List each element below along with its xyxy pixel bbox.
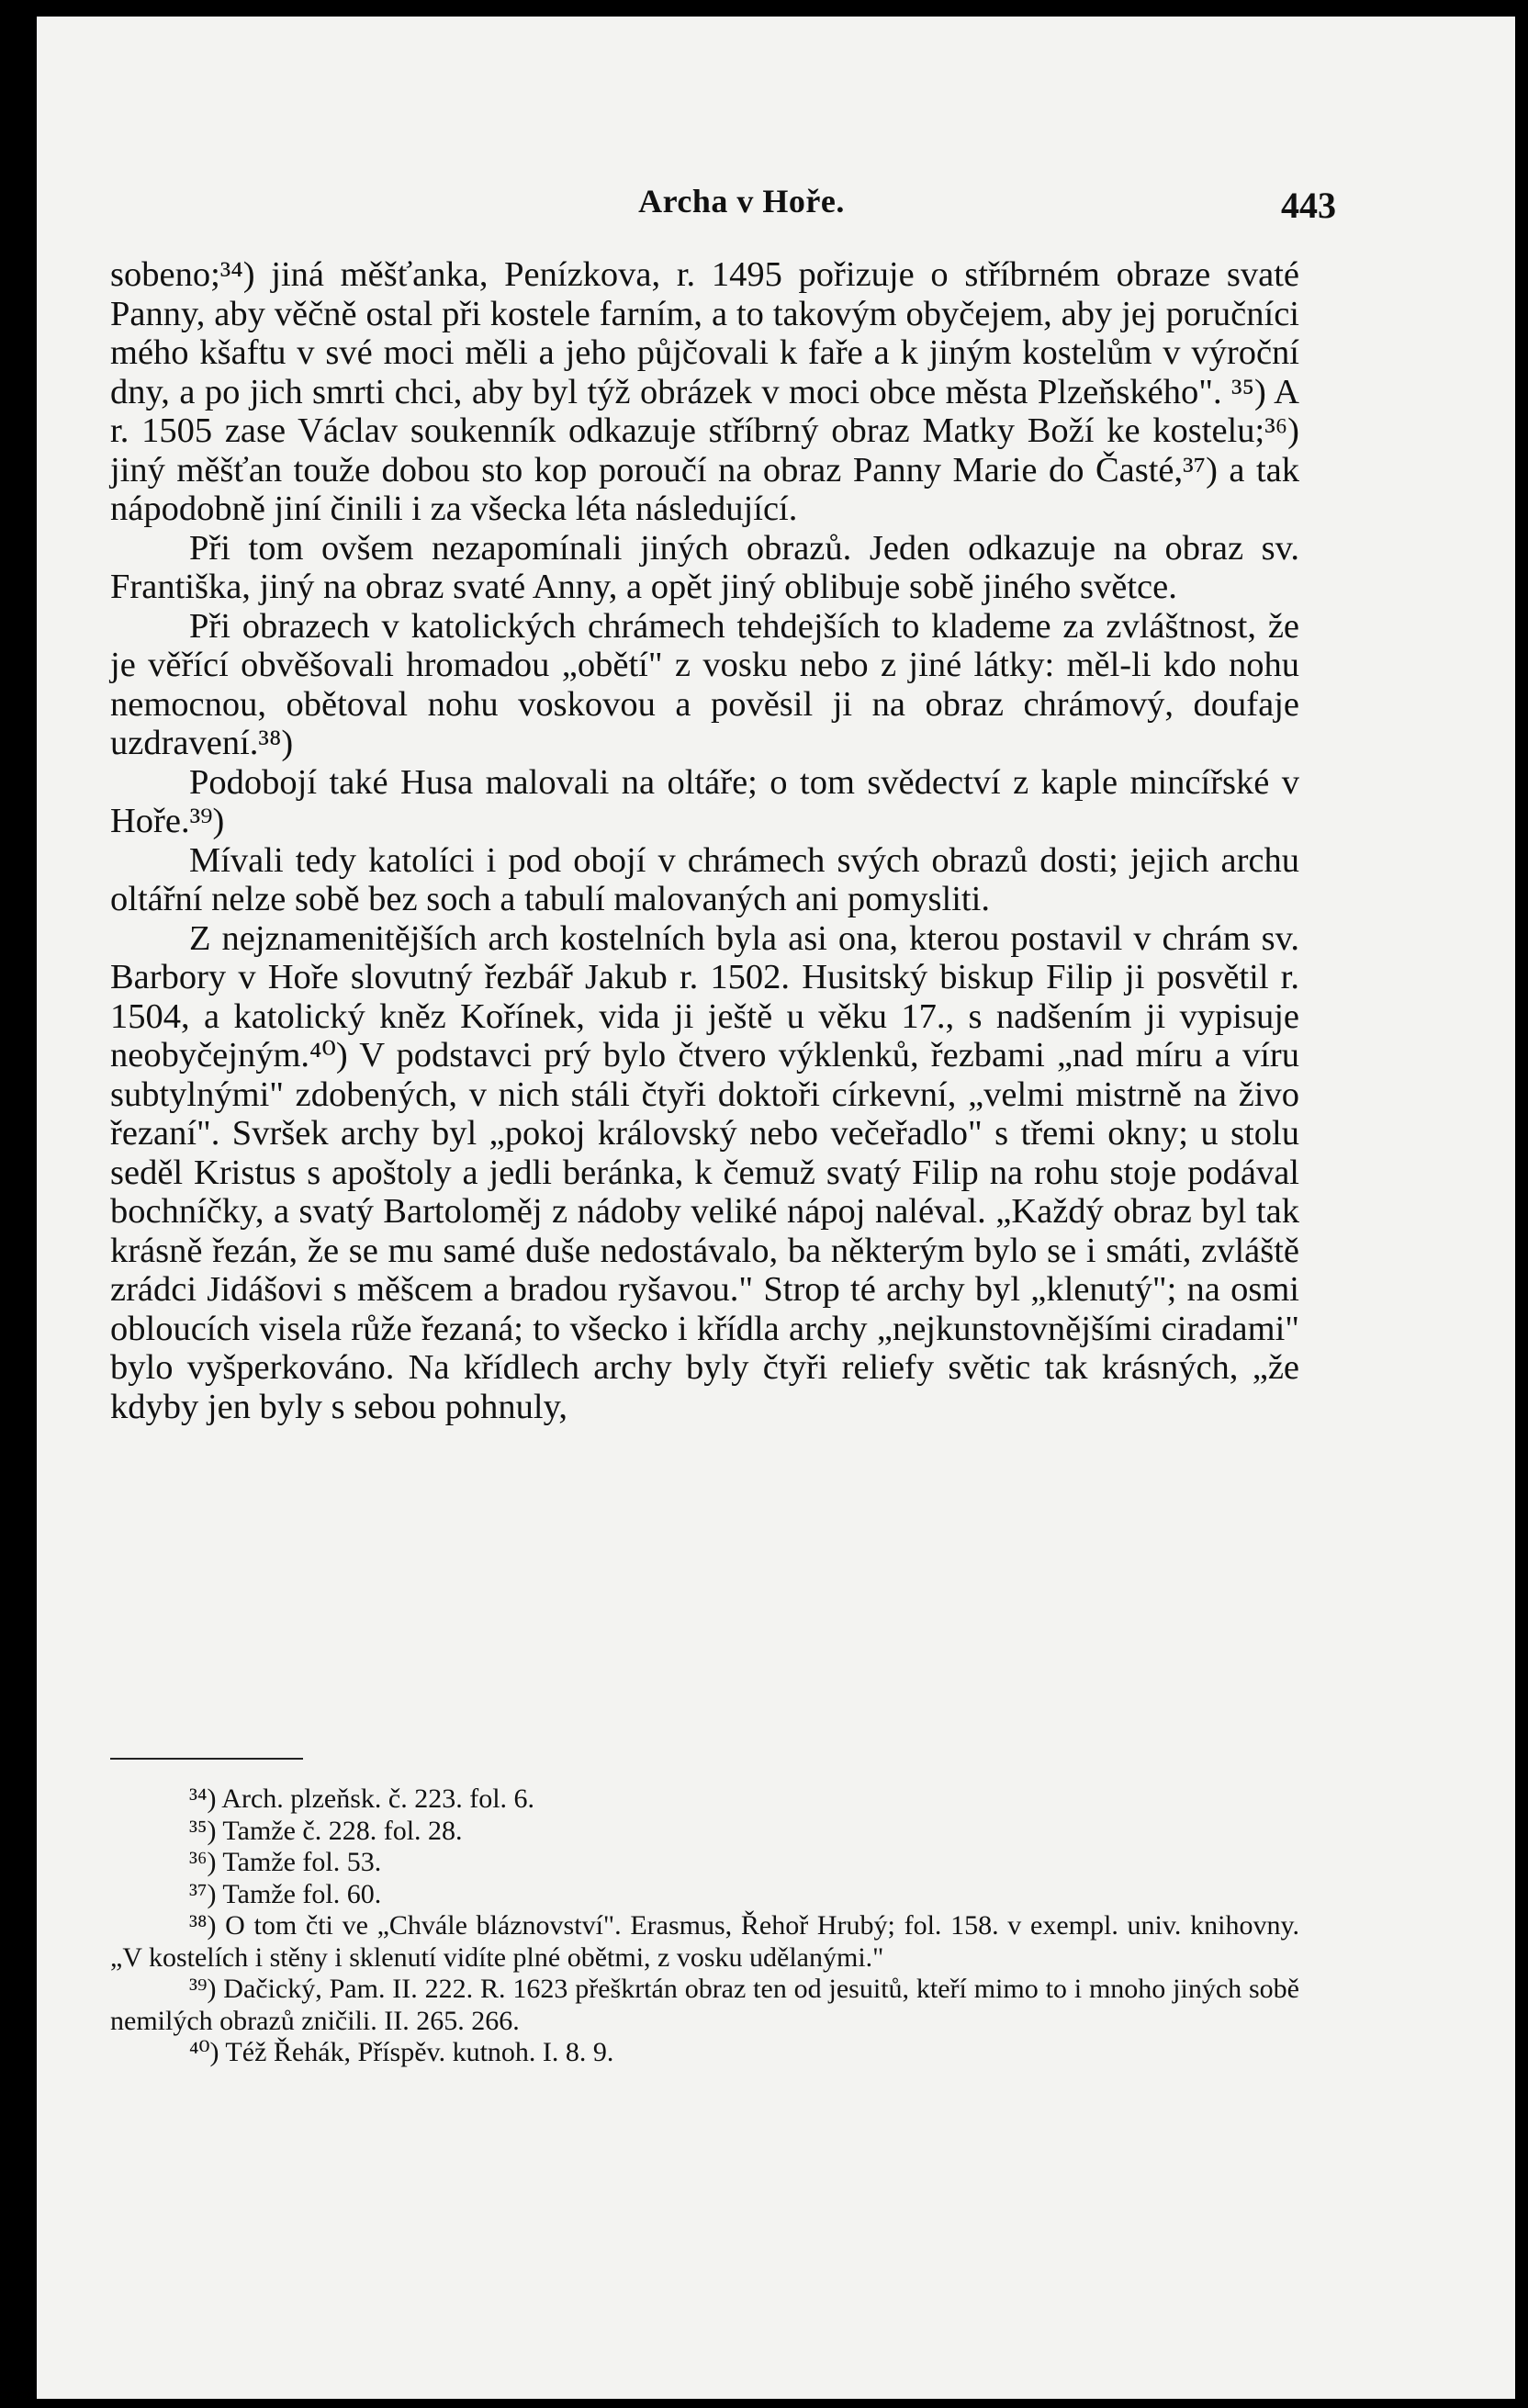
footnote: ³⁶) Tamže fol. 53. (189, 1847, 382, 1877)
footnote: ³⁴) Arch. plzeňsk. č. 223. fol. 6. (189, 1783, 535, 1814)
paragraph: Podobojí také Husa malovali na oltáře; o tom svědectví z kaple mincířské v Hoře.³⁹) (110, 762, 1299, 840)
footnotes (110, 1783, 1299, 2069)
page-header (147, 162, 1336, 226)
footnote: ³⁹) Dačický, Pam. II. 222. R. 1623 přeškrtán obraz ten od jesuitů, kteří mimo to i mnoho jiných sobě nemilých obrazů zničili. II. 265. 266. (110, 1974, 1299, 2036)
body-text (110, 255, 1299, 1426)
paragraph: Z nejznamenitějších arch kostelních byla asi ona, kterou postavil v chrám sv. Barbory v Hoře slovutný řezbář Jakub r. 1502. Husitský biskup Filip ji posvětil r. 1504, a katolický kněz Kořínek, vida ji ještě u věku 17., s nadšením ji vypisuje neobyčejným.⁴⁰) V podstavci prý bylo čtvero výklenků, řezbami „nad míru a víru subtylnými" zdobených, v nich stáli čtyři doktoři církevní, „velmi mistrně na živo řezaní". Svršek archy byl „pokoj královský nebo večeřadlo" s třemi okny; u stolu seděl Kristus s apoštoly a jedli beránka, k čemuž svatý Filip na rohu stoje podával bochníčky, a svatý Bartoloměj z nádoby veliké nápoj naléval. „Každý obraz byl tak krásně řezán, že se mu samé duše nedostávalo, ba některým bylo se i smáti, zvláště zrádci Jidášovi s měšcem a bradou ryšavou." Strop té archy byl „klenutý"; na osmi obloucích visela růže řezaná; to všecko i křídla archy „nejkunstovnějšími ciradami" bylo vyšperkováno. Na křídlech archy byly čtyři reliefy světic tak krásných, „že kdyby jen byly s sebou pohnuly, (110, 918, 1299, 1426)
footnote: ³⁷) Tamže fol. 60. (189, 1878, 382, 1909)
footnote: ⁴⁰) Též Řehák, Příspěv. kutnoh. I. 8. 9. (189, 2037, 614, 2067)
paragraph: sobeno;³⁴) jiná měšťanka, Penízkova, r. 1495 pořizuje o stříbrném obraze svaté Panny, aby věčně ostal při kostele farním, a to takovým obyčejem, aby jej poručníci mého kšaftu v své moci měli a jeho půjčovali k faře a k jiným kostelům v výroční dny, a po jich smrti chci, aby byl týž obrázek v moci obce města Plzeňského". ³⁵) A r. 1505 zase Václav soukenník odkazuje stříbrný obraz Matky Boží ke kostelu;³⁶) jiný měšťan touže dobou sto kop poroučí na obraz Panny Marie do Časté,³⁷) a tak nápodobně jiní činili i za všecka léta následující. (110, 255, 1299, 528)
footnote-divider (110, 1758, 303, 1760)
footnote: ³⁸) O tom čti ve „Chvále bláznovství". Erasmus, Řehoř Hrubý; fol. 158. v exempl. univ. knihovny. „V kostelích i stěny i sklenutí vidíte plné obětmi, z vosku udělanými." (110, 1910, 1299, 1973)
running-title: Archa v Hoře. (638, 183, 845, 219)
footnote: ³⁵) Tamže č. 228. fol. 28. (189, 1815, 463, 1846)
paragraph: Při obrazech v katolických chrámech tehdejších to klademe za zvláštnost, že je věřící obvěšovali hromadou „obětí" z vosku nebo z jiné látky: měl-li kdo nohu nemocnou, obětoval nohu voskovou a pověsil ji na obraz chrámový, doufaje uzdravení.³⁸) (110, 606, 1299, 762)
paragraph: Při tom ovšem nezapomínali jiných obrazů. Jeden odkazuje na obraz sv. Františka, jiný na obraz svaté Anny, a opět jiný oblibuje sobě jiného světce. (110, 528, 1299, 606)
page-number: 443 (1281, 185, 1336, 226)
paragraph: Mívali tedy katolíci i pod obojí v chrámech svých obrazů dosti; jejich archu oltářní nelze sobě bez soch a tabulí malovaných ani pomysliti. (110, 840, 1299, 918)
